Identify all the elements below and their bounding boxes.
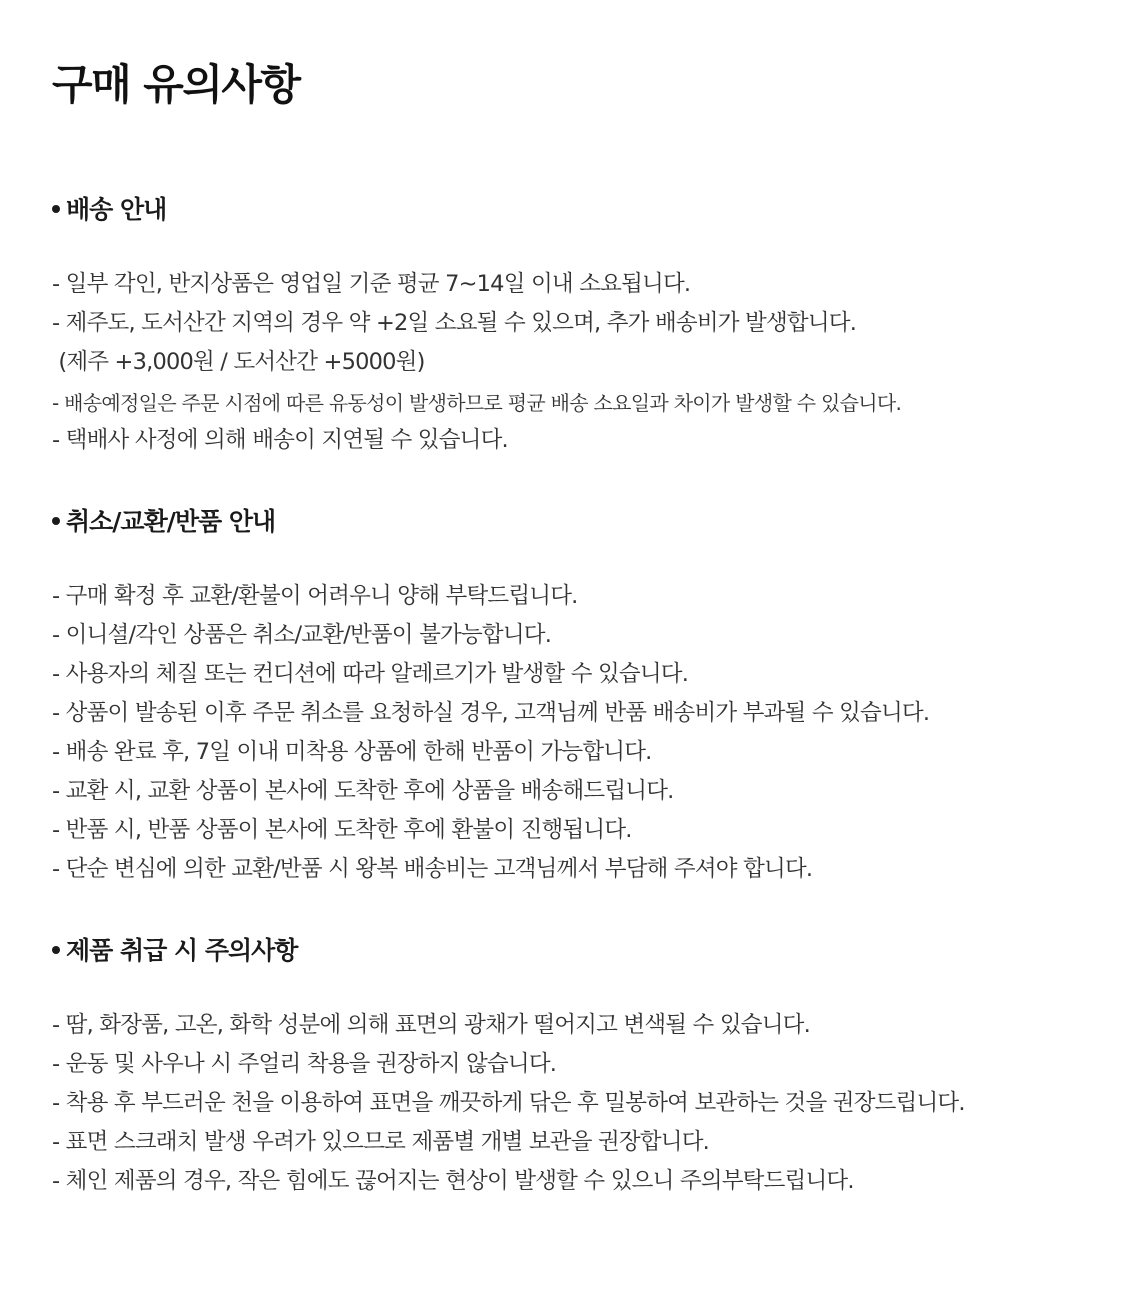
notice-line: - 단순 변심에 의한 교환/반품 시 왕복 배송비는 고객님께서 부담해 주셔야 합니다. (52, 856, 813, 882)
notice-line: - 상품이 발송된 이후 주문 취소를 요청하실 경우, 고객님께 반품 배송비가 부과될 수 있습니다. (52, 700, 930, 726)
notice-line: (제주 +3,000원 / 도서산간 +5000원) (52, 349, 425, 375)
notice-line: - 착용 후 부드러운 천을 이용하여 표면을 깨끗하게 닦은 후 밀봉하여 보관하는 것을 권장드립니다. (52, 1090, 965, 1116)
notice-line: - 체인 제품의 경우, 작은 힘에도 끊어지는 현상이 발생할 수 있으니 주의부탁드립니다. (52, 1168, 854, 1194)
notice-line: - 땀, 화장품, 고온, 화학 성분에 의해 표면의 광채가 떨어지고 변색될 수 있습니다. (52, 1012, 810, 1038)
section-heading-label: 제품 취급 시 주의사항 (66, 936, 298, 965)
notice-line: - 일부 각인, 반지상품은 영업일 기준 평균 7~14일 이내 소요됩니다. (52, 271, 691, 297)
notice-line: - 이니셜/각인 상품은 취소/교환/반품이 불가능합니다. (52, 622, 552, 648)
section-heading-label: 취소/교환/반품 안내 (66, 507, 276, 536)
page-title: 구매 유의사항 (52, 60, 300, 109)
notice-line: - 반품 시, 반품 상품이 본사에 도착한 후에 환불이 진행됩니다. (52, 817, 632, 843)
section-heading-shipping (52, 190, 166, 226)
notice-line: - 사용자의 체질 또는 컨디션에 따라 알레르기가 발생할 수 있습니다. (52, 661, 689, 687)
bullet-icon (52, 205, 60, 213)
bullet-icon (52, 946, 60, 954)
section-heading-care (52, 931, 297, 967)
notice-line: - 표면 스크래치 발생 우려가 있으므로 제품별 개별 보관을 권장합니다. (52, 1129, 710, 1155)
section-heading-label: 배송 안내 (66, 195, 167, 224)
notice-line: - 구매 확정 후 교환/환불이 어려우니 양해 부탁드립니다. (52, 583, 578, 609)
section-heading-returns (52, 502, 275, 538)
notice-line: - 교환 시, 교환 상품이 본사에 도착한 후에 상품을 배송해드립니다. (52, 778, 674, 804)
notice-line: - 배송예정일은 주문 시점에 따른 유동성이 발생하므로 평균 배송 소요일과 차이가 발생할 수 있습니다. (52, 391, 902, 415)
notice-line: - 제주도, 도서산간 지역의 경우 약 +2일 소요될 수 있으며, 추가 배송비가 발생합니다. (52, 310, 857, 336)
notice-line: - 배송 완료 후, 7일 이내 미착용 상품에 한해 반품이 가능합니다. (52, 739, 652, 765)
notice-line: - 운동 및 사우나 시 주얼리 착용을 권장하지 않습니다. (52, 1051, 557, 1077)
bullet-icon (52, 517, 60, 525)
notice-line: - 택배사 사정에 의해 배송이 지연될 수 있습니다. (52, 427, 508, 453)
